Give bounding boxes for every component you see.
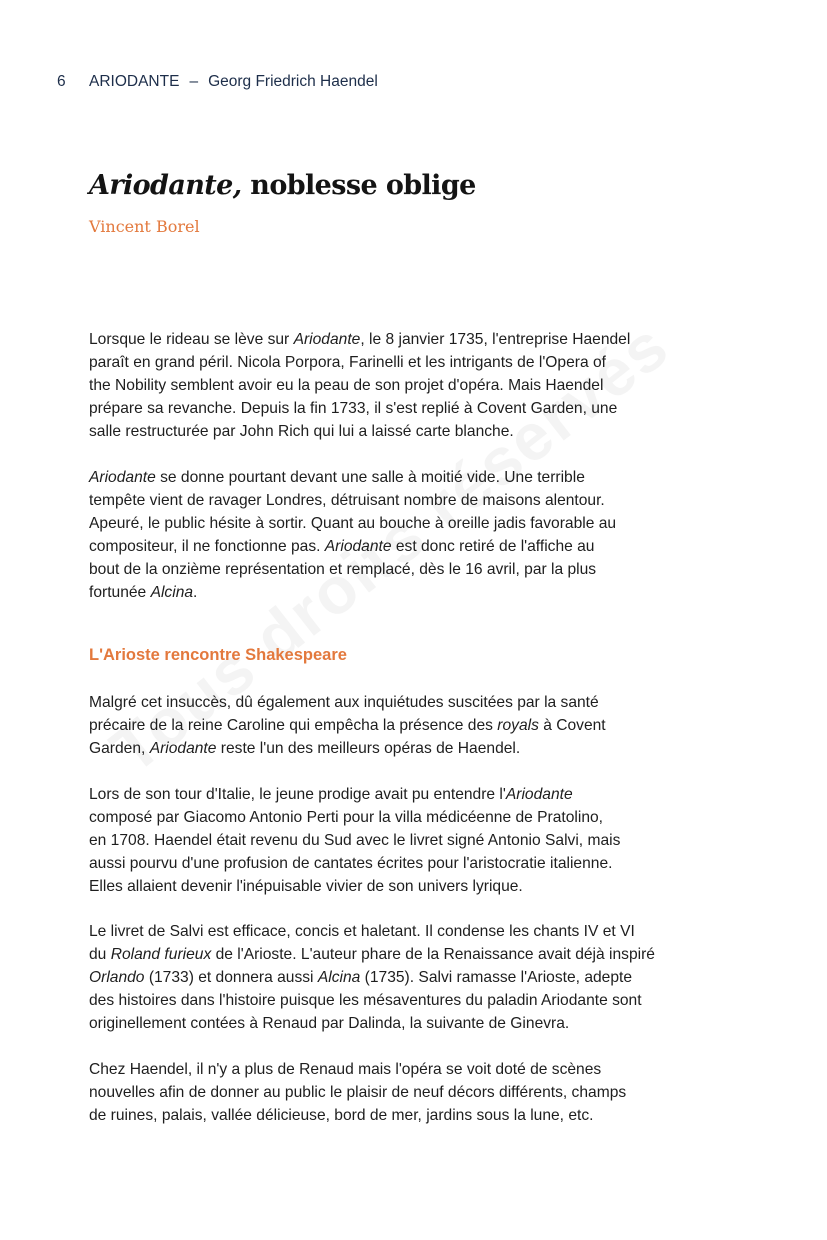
text-line <box>89 420 739 443</box>
text-run: compositeur, il ne fonctionne pas. <box>89 538 325 555</box>
header-title: ARIODANTE <box>89 73 180 90</box>
text-line <box>89 351 739 374</box>
paragraph <box>89 783 739 898</box>
text-run: bout de la onzième représentation et remplacé, dès le 16 avril, par la plus <box>89 561 597 578</box>
article-title-rest: noblesse oblige <box>241 170 476 201</box>
text-line <box>89 512 739 535</box>
text-run: reste l'un des meilleurs opéras de Haendel. <box>216 740 521 757</box>
text-run: Malgré cet insuccès, dû également aux inquiétudes suscitées par la santé <box>89 694 599 711</box>
text-run: nouvelles afin de donner au public le plaisir de neuf décors différents, champs <box>89 1084 627 1101</box>
text-run: Chez Haendel, il n'y a plus de Renaud mais l'opéra se voit doté de scènes <box>89 1061 602 1078</box>
italic-text: royals <box>497 717 539 734</box>
text-line <box>89 489 739 512</box>
text-line <box>89 714 739 737</box>
text-line <box>89 558 739 581</box>
text-line <box>89 466 739 489</box>
text-line <box>89 328 739 351</box>
italic-text: Ariodante <box>324 538 392 555</box>
text-run: tempête vient de ravager Londres, détruisant nombre de maisons alentour. <box>89 492 605 509</box>
header-composer: Georg Friedrich Haendel <box>208 73 378 90</box>
text-line <box>89 691 739 714</box>
text-line <box>89 829 739 852</box>
header-separator: – <box>189 73 199 90</box>
text-line <box>89 1081 739 1104</box>
text-line <box>89 1058 739 1081</box>
italic-text: Orlando <box>89 969 145 986</box>
text-run: Lorsque le rideau se lève sur <box>89 331 294 348</box>
text-run: paraît en grand péril. Nicola Porpora, Farinelli et les intrigants de l'Opera of <box>89 354 606 371</box>
text-run: est donc retiré de l'affiche au <box>391 538 595 555</box>
italic-text: Ariodante <box>505 786 573 803</box>
text-run: the Nobility semblent avoir eu la peau de son projet d'opéra. Mais Haendel <box>89 377 604 394</box>
text-run: à Covent <box>538 717 606 734</box>
italic-text: Alcina <box>317 969 361 986</box>
text-line <box>89 1012 739 1035</box>
article-title-italic: Ariodante, <box>89 170 242 201</box>
text-line <box>89 1104 739 1127</box>
text-line <box>89 535 739 558</box>
text-run: originellement contées à Renaud par Dalinda, la suivante de Ginevra. <box>89 1015 570 1032</box>
text-run: se donne pourtant devant une salle à moitié vide. Une terrible <box>155 469 585 486</box>
text-run: Le livret de Salvi est efficace, concis et haletant. Il condense les chants IV et VI <box>89 923 635 940</box>
text-line <box>89 374 739 397</box>
text-run: de ruines, palais, vallée délicieuse, bord de mer, jardins sous la lune, etc. <box>89 1107 594 1124</box>
text-run: (1733) et donnera aussi <box>144 969 318 986</box>
text-line <box>89 966 739 989</box>
text-run: aussi pourvu d'une profusion de cantates écrites pour l'aristocratie italienne. <box>89 855 613 872</box>
text-run: salle restructurée par John Rich qui lui a laissé carte blanche. <box>89 423 514 440</box>
italic-text: Ariodante <box>89 469 156 486</box>
text-line <box>89 920 739 943</box>
text-run: Lors de son tour d'Italie, le jeune prodige avait pu entendre l' <box>89 786 506 803</box>
text-run: du <box>89 946 111 963</box>
text-line <box>89 737 739 760</box>
text-run: Elles allaient devenir l'inépuisable vivier de son univers lyrique. <box>89 878 523 895</box>
text-line <box>89 989 739 1012</box>
article-author: Vincent Borel <box>89 217 200 236</box>
article-title <box>89 170 476 201</box>
text-run: , le 8 janvier 1735, l'entreprise Haendel <box>360 331 631 348</box>
text-line <box>89 581 739 604</box>
paragraph <box>89 920 739 1035</box>
italic-text: Alcina <box>150 584 194 601</box>
text-run: (1735). Salvi ramasse l'Arioste, adepte <box>360 969 633 986</box>
italic-text: Roland furieux <box>110 946 212 963</box>
text-line <box>89 806 739 829</box>
text-run: . <box>193 584 198 601</box>
running-header <box>57 73 378 91</box>
paragraph <box>89 1058 739 1127</box>
text-line <box>89 875 739 898</box>
text-run: de l'Arioste. L'auteur phare de la Renaissance avait déjà inspiré <box>211 946 655 963</box>
paragraph <box>89 466 739 604</box>
text-line <box>89 783 739 806</box>
text-run: en 1708. Haendel était revenu du Sud avec le livret signé Antonio Salvi, mais <box>89 832 621 849</box>
text-run: précaire de la reine Caroline qui empêcha la présence des <box>89 717 498 734</box>
page-number: 6 <box>57 73 66 90</box>
text-run: Apeuré, le public hésite à sortir. Quant au bouche à oreille jadis favorable au <box>89 515 617 532</box>
italic-text: Ariodante <box>149 740 217 757</box>
text-line <box>89 852 739 875</box>
paragraph <box>89 691 739 760</box>
text-run: Garden, <box>89 740 150 757</box>
italic-text: Ariodante <box>293 331 361 348</box>
text-line <box>89 397 739 420</box>
text-run: fortunée <box>89 584 151 601</box>
text-run: prépare sa revanche. Depuis la fin 1733, il s'est replié à Covent Garden, une <box>89 400 618 417</box>
text-run: des histoires dans l'histoire puisque les mésaventures du paladin Ariodante sont <box>89 992 642 1009</box>
section-heading: L'Arioste rencontre Shakespeare <box>89 646 347 664</box>
paragraph <box>89 328 739 443</box>
text-line <box>89 943 739 966</box>
text-run: composé par Giacomo Antonio Perti pour la villa médicéenne de Pratolino, <box>89 809 604 826</box>
